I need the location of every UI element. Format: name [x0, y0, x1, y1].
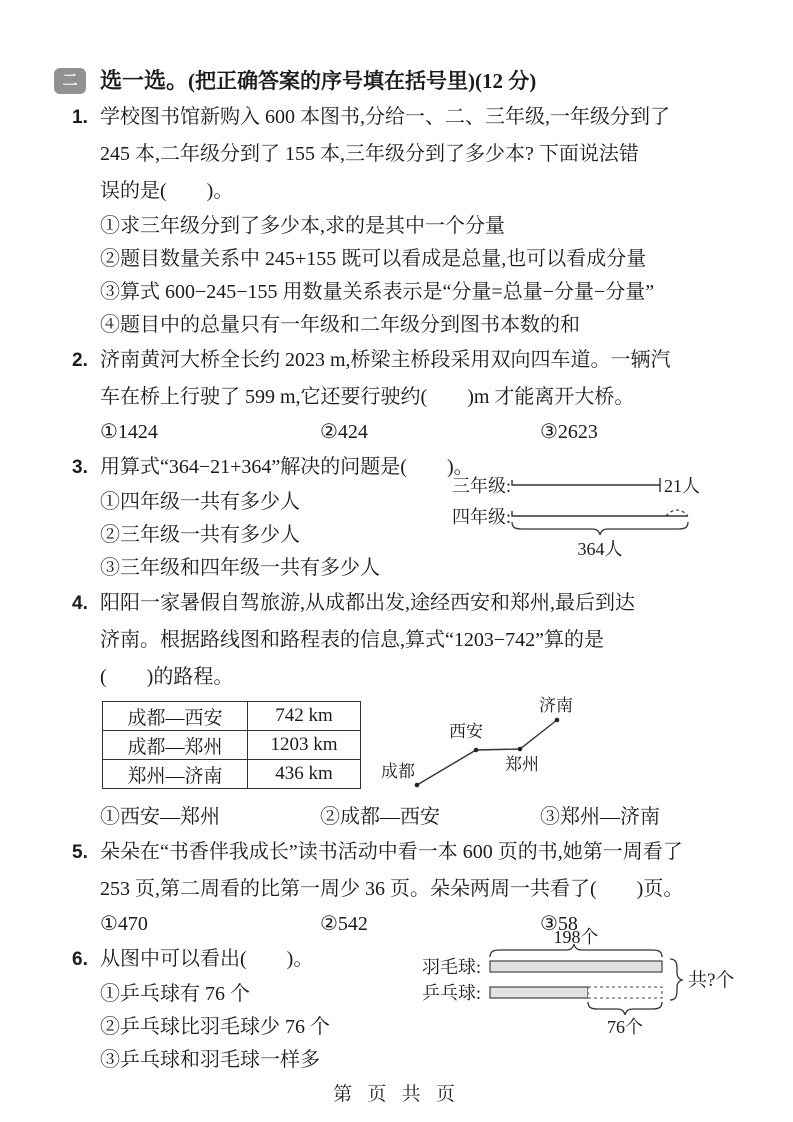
q6-badminton-bar	[490, 961, 662, 972]
q6-pingpong-bar	[490, 987, 588, 998]
route-map-diagram	[379, 693, 613, 799]
q3-gap-dashed-arc	[666, 510, 688, 516]
question-3	[72, 449, 763, 585]
route-cell: 郑州—济南	[103, 760, 248, 789]
q3-row1-label: 三年级:	[452, 476, 512, 496]
question-1-option-1: ①求三年级分到了多少本,求的是其中一个分量	[100, 215, 505, 237]
section-header	[62, 62, 763, 99]
city-dot-xian	[474, 748, 479, 753]
city-dot-chengdu	[415, 783, 420, 788]
q3-grade4-bar-line	[512, 511, 688, 516]
question-3-option-1: ①四年级一共有多少人	[100, 491, 300, 513]
question-4-number: 4.	[72, 593, 88, 614]
question-5-text: 朵朵在“书香伴我成长”读书活动中看一本 600 页的书,她第一周看了	[100, 841, 683, 863]
city-label-chengdu: 成都	[381, 762, 415, 781]
q6-gap-underbrace	[588, 1002, 662, 1015]
city-label-zhengzhou: 郑州	[505, 755, 539, 774]
distance-cell: 742 km	[248, 702, 361, 731]
question-4-options	[100, 801, 763, 834]
section-subtitle: (把正确答案的序号填在括号里)(12 分)	[188, 69, 537, 93]
question-2-text: 济南黄河大桥全长约 2023 m,桥梁主桥段采用双向四车道。一辆汽	[100, 349, 671, 371]
table-row	[103, 702, 361, 731]
question-6-text: 从图中可以看出( )。	[100, 948, 314, 970]
question-1-text: 学校图书馆新购入 600 本图书,分给一、二、三年级,一年级分到了	[100, 106, 670, 128]
table-row	[103, 731, 361, 760]
question-2	[72, 342, 763, 449]
question-3-text: 用算式“364−21+364”解决的问题是( )。	[100, 456, 474, 478]
route-path-line	[417, 720, 557, 785]
question-2-number: 2.	[72, 350, 88, 371]
grade-comparison-bar-diagram	[452, 471, 744, 561]
route-cell: 成都—西安	[103, 702, 248, 731]
q6-row1-label: 羽毛球:	[422, 957, 482, 977]
question-1-option-2: ②题目数量关系中 245+155 既可以看成是总量,也可以看成分量	[100, 248, 647, 270]
q3-grade3-bar-line	[512, 480, 660, 485]
question-2-option-2: ②424	[320, 421, 368, 443]
question-2-line-2: 车在桥上行驶了 599 m,它还要行驶约( )m 才能离开大桥。	[100, 386, 635, 408]
section-title: 选一选。	[100, 68, 189, 93]
q6-total-label: 共?个	[688, 970, 735, 991]
route-cell: 成都—郑州	[103, 731, 248, 760]
question-4-line-3: ( )的路程。	[100, 666, 234, 688]
page-footer: 第 页 共 页	[333, 1084, 460, 1105]
city-dot-zhengzhou	[518, 747, 523, 752]
table-row	[103, 760, 361, 789]
question-5-option-2: ②542	[320, 913, 368, 935]
question-1-option-4: ④题目中的总量只有一年级和二年级分到图书本数的和	[100, 314, 580, 336]
question-1-number: 1.	[72, 107, 88, 128]
question-3-number: 3.	[72, 457, 88, 478]
q6-total-right-brace	[670, 959, 682, 1000]
question-4-text: 阳阳一家暑假自驾旅游,从成都出发,途经西安和郑州,最后到达	[100, 592, 635, 614]
question-1-line-3: 误的是( )。	[100, 180, 234, 202]
question-2-line-1	[72, 342, 763, 379]
question-6	[72, 927, 763, 1077]
question-2-option-3: ③2623	[540, 421, 598, 443]
q3-row2-label: 四年级:	[452, 507, 512, 527]
q6-row2-label: 乒乓球:	[422, 983, 482, 1003]
question-4-figures	[100, 696, 763, 797]
ball-comparison-bar-diagram	[422, 927, 756, 1037]
question-5-number: 5.	[72, 842, 88, 863]
section-number-badge-icon: 二	[54, 68, 86, 94]
question-6-option-1: ①乒乓球有 76 个	[100, 983, 250, 1005]
question-1-line-1	[72, 99, 763, 136]
question-1-option-3: ③算式 600−245−155 用数量关系表示是“分量=总量−分量−分量”	[100, 281, 655, 303]
question-5-line-2: 253 页,第二周看的比第一周少 36 页。朵朵两周一共看了( )页。	[100, 878, 684, 900]
question-1-line-2: 245 本,二年级分到了 155 本,三年级分到了多少本? 下面说法错	[100, 143, 639, 165]
question-4-line-2: 济南。根据路线图和路程表的信息,算式“1203−742”算的是	[100, 629, 605, 651]
question-5-option-1: ①470	[100, 913, 148, 935]
question-2-option-1: ①1424	[100, 421, 158, 443]
question-4-option-1: ①西安—郑州	[100, 806, 220, 828]
q6-top-label: 198个	[553, 927, 599, 947]
question-6-number: 6.	[72, 949, 88, 970]
question-4-option-2: ②成都—西安	[320, 806, 440, 828]
question-5-line-1	[72, 834, 763, 871]
question-2-options	[100, 416, 763, 449]
distance-cell: 1203 km	[248, 731, 361, 760]
city-dot-jinan	[555, 718, 560, 723]
q3-total-underbrace	[512, 522, 688, 535]
question-6-option-3: ③乒乓球和羽毛球一样多	[100, 1049, 320, 1071]
distance-cell: 436 km	[248, 760, 361, 789]
q6-pingpong-dashed-extension	[588, 987, 662, 998]
question-3-option-2: ②三年级一共有多少人	[100, 524, 300, 546]
question-5	[72, 834, 763, 941]
distance-table	[102, 701, 361, 789]
question-4	[72, 585, 763, 834]
question-4-line-1	[72, 585, 763, 622]
question-3-option-3: ③三年级和四年级一共有多少人	[100, 557, 380, 579]
q3-total-label: 364人	[577, 539, 623, 559]
city-label-xian: 西安	[449, 722, 483, 741]
question-6-option-2: ②乒乓球比羽毛球少 76 个	[100, 1016, 330, 1038]
question-1	[72, 99, 763, 342]
q6-gap-label: 76个	[607, 1017, 643, 1037]
city-label-jinan: 济南	[539, 696, 573, 715]
question-5-option-3: ③58	[540, 913, 578, 935]
q3-gap-label: 21人	[664, 476, 700, 496]
question-4-option-3: ③郑州—济南	[540, 806, 660, 828]
